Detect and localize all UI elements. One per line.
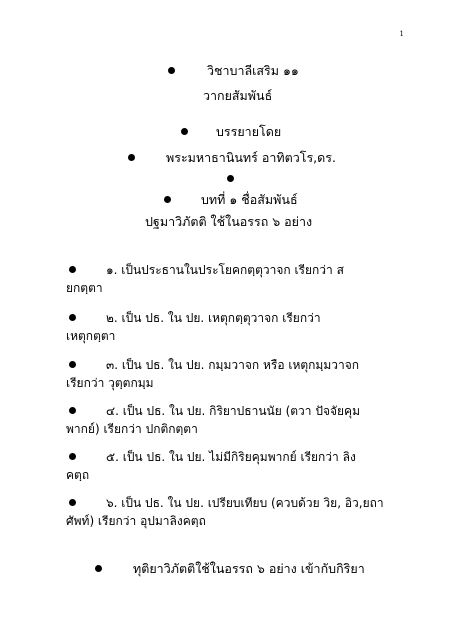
item-line: ๑. เป็นประธานในประโยคกตฺตุวาจก เรียกว่า ส (106, 263, 344, 277)
lecturer-label: บรรยายโดย (216, 124, 282, 139)
item-continuation: พากย์) เรียกว่า ปกติกตฺตา (66, 422, 198, 436)
item-continuation: ศัพท์) เรียกว่า อุปมาลิงคตฺถ (66, 514, 206, 528)
item-continuation: เหตุกตฺตา (66, 329, 116, 343)
item-continuation: เรียกว่า วุตฺตกมฺม (66, 376, 154, 390)
bullet-icon (181, 128, 188, 135)
bullet-icon (69, 407, 76, 414)
item-line: ๖. เป็น ปธ. ใน ปย. เปรียบเทียบ (ควบด้วย วิย, อิว,ยถา (106, 496, 384, 510)
bullet-icon (69, 266, 76, 273)
bullet-icon (69, 453, 76, 460)
bullet-icon (95, 565, 102, 572)
accusative-heading: ทุติยาวิภัตติใช้ในอรรถ ๖ อย่าง เข้ากับกิริยา (133, 561, 365, 576)
bullet-icon (227, 175, 234, 182)
course-title: วิชาบาลีเสริม ๑๑ (207, 63, 299, 78)
bullet-icon (69, 499, 76, 506)
bullet-icon (164, 196, 171, 203)
item-continuation: คตฺถ (66, 468, 90, 482)
page-number: 1 (399, 30, 404, 38)
bullet-icon (69, 314, 76, 321)
bullet-icon (128, 154, 135, 161)
lecturer-name: พระมหาธานินทร์ อาทิตวโร,ดร. (166, 150, 336, 165)
item-line: ๓. เป็น ปธ. ใน ปย. กมฺมวาจก หรือ เหตุกมฺมวาจก (106, 358, 360, 372)
bullet-icon (69, 361, 76, 368)
item-line: ๔. เป็น ปธ. ใน ปย. กิริยาปธานนัย (ตวา ปัจจัยคุม (106, 404, 360, 418)
bullet-icon (168, 67, 175, 74)
item-continuation: ยกตฺตา (66, 281, 103, 295)
course-subtitle: วากยสัมพันธ์ (203, 88, 273, 103)
item-line: ๕. เป็น ปธ. ใน ปย. ไม่มีกิริยคุมพากย์ เรียกว่า ลิง (106, 450, 356, 464)
item-line: ๒. เป็น ปธ. ใน ปย. เหตุกตฺตุวาจก เรียกว่า (106, 311, 321, 325)
chapter-title: บทที่ ๑ ชื่อสัมพันธ์ (201, 192, 298, 207)
section-title: ปฐมาวิภัตติ ใช้ในอรรถ ๖ อย่าง (145, 214, 313, 229)
